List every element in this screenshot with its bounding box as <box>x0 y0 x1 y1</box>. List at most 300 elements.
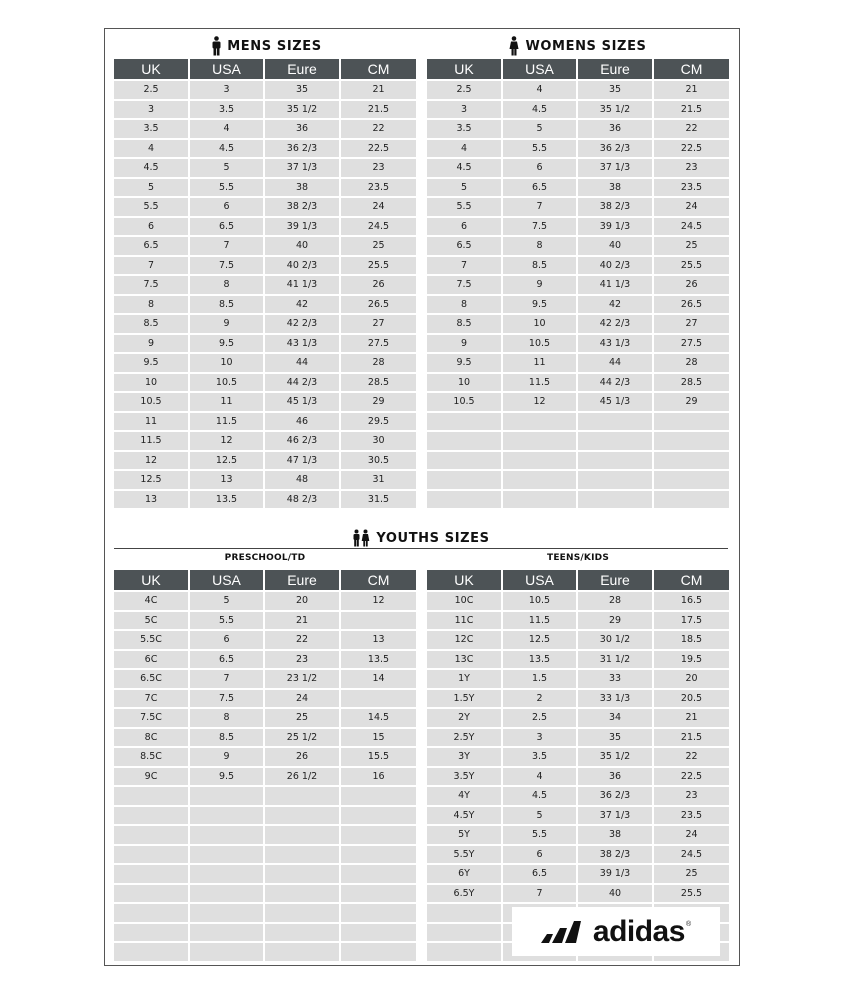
table-cell: 2.5 <box>114 79 190 99</box>
column-header-uk: UK <box>114 59 190 79</box>
table-cell: 28 <box>341 352 416 372</box>
table-row <box>114 255 416 275</box>
table-cell: 8 <box>190 274 265 294</box>
table-cell: 23 <box>654 785 729 805</box>
table-cell: 35 1/2 <box>578 99 654 119</box>
table-row <box>427 727 729 747</box>
table-cell <box>114 785 190 805</box>
table-cell <box>190 941 265 961</box>
table-cell: 7.5 <box>114 274 190 294</box>
table-cell <box>578 411 654 431</box>
table-cell: 9.5 <box>190 333 265 353</box>
table-cell: 10C <box>427 590 503 610</box>
table-cell: 25.5 <box>341 255 416 275</box>
table-cell: 38 2/3 <box>578 844 654 864</box>
column-header-usa: USA <box>190 570 265 590</box>
registered-mark: ® <box>685 921 692 928</box>
table-cell: 8.5 <box>427 313 503 333</box>
table-cell: 23 <box>265 649 341 669</box>
table-cell: 20.5 <box>654 688 729 708</box>
table-cell: 3 <box>114 99 190 119</box>
table-cell <box>503 489 578 509</box>
table-cell: 41 1/3 <box>578 274 654 294</box>
table-cell: 9 <box>190 313 265 333</box>
table-cell: 43 1/3 <box>578 333 654 353</box>
table-row <box>427 844 729 864</box>
youths-title-text: YOUTHS SIZES <box>376 530 490 546</box>
table-row <box>114 590 416 610</box>
table-cell: 13 <box>114 489 190 509</box>
table-cell: 1Y <box>427 668 503 688</box>
table-cell: 3 <box>503 727 578 747</box>
table-cell: 8 <box>427 294 503 314</box>
table-cell: 9.5 <box>503 294 578 314</box>
mens-sizes-title <box>114 36 420 56</box>
table-header-row <box>114 59 416 79</box>
table-row <box>114 216 416 236</box>
table-cell: 4 <box>114 138 190 158</box>
table-cell: 5C <box>114 610 190 630</box>
table-cell: 40 <box>265 235 341 255</box>
table-cell: 4.5 <box>427 157 503 177</box>
table-cell <box>190 902 265 922</box>
table-cell: 6.5Y <box>427 883 503 903</box>
table-cell: 4 <box>503 766 578 786</box>
table-row <box>114 469 416 489</box>
table-cell <box>654 489 729 509</box>
table-cell: 6.5 <box>190 649 265 669</box>
table-cell: 4.5 <box>503 785 578 805</box>
table-cell: 27 <box>341 313 416 333</box>
table-cell: 23 <box>341 157 416 177</box>
table-cell: 22.5 <box>654 766 729 786</box>
table-row <box>427 391 729 411</box>
table-row <box>114 118 416 138</box>
column-header-uk: UK <box>427 59 503 79</box>
table-cell: 29 <box>341 391 416 411</box>
table-cell: 25 <box>265 707 341 727</box>
table-cell: 44 <box>578 352 654 372</box>
table-cell: 47 1/3 <box>265 450 341 470</box>
adidas-logo <box>512 907 720 956</box>
table-cell: 6 <box>190 629 265 649</box>
table-row <box>427 313 729 333</box>
table-row <box>427 196 729 216</box>
table-row <box>114 941 416 961</box>
table-cell: 48 2/3 <box>265 489 341 509</box>
table-cell: 44 <box>265 352 341 372</box>
table-cell: 13.5 <box>503 649 578 669</box>
table-cell: 26 <box>265 746 341 766</box>
table-cell: 7.5 <box>190 255 265 275</box>
table-cell: 45 1/3 <box>578 391 654 411</box>
table-row <box>114 668 416 688</box>
table-cell: 6 <box>190 196 265 216</box>
preschool-subtitle: PRESCHOOL/TD <box>224 553 306 563</box>
table-cell: 4.5 <box>190 138 265 158</box>
column-header-cm: CM <box>654 59 729 79</box>
table-row <box>427 255 729 275</box>
table-cell: 20 <box>654 668 729 688</box>
table-cell: 8.5 <box>190 727 265 747</box>
table-cell <box>341 883 416 903</box>
table-cell <box>114 922 190 942</box>
table-cell: 23 1/2 <box>265 668 341 688</box>
table-row <box>114 746 416 766</box>
table-row <box>427 649 729 669</box>
table-cell: 40 2/3 <box>578 255 654 275</box>
table-row <box>427 79 729 99</box>
table-cell: 7 <box>114 255 190 275</box>
table-cell <box>578 430 654 450</box>
table-cell: 5 <box>114 177 190 197</box>
table-cell: 21 <box>654 79 729 99</box>
table-cell: 5Y <box>427 824 503 844</box>
table-cell: 40 2/3 <box>265 255 341 275</box>
table-cell: 24 <box>265 688 341 708</box>
table-cell: 44 2/3 <box>265 372 341 392</box>
table-cell: 24.5 <box>654 844 729 864</box>
table-cell: 21 <box>654 707 729 727</box>
column-header-eure: Eure <box>265 570 341 590</box>
table-cell: 31.5 <box>341 489 416 509</box>
table-row <box>427 746 729 766</box>
column-header-usa: USA <box>503 59 578 79</box>
table-cell: 3 <box>190 79 265 99</box>
table-cell: 37 1/3 <box>578 805 654 825</box>
table-cell: 22.5 <box>341 138 416 158</box>
table-cell: 11 <box>503 352 578 372</box>
table-cell <box>114 902 190 922</box>
table-cell: 1.5 <box>503 668 578 688</box>
table-cell: 39 1/3 <box>578 216 654 236</box>
table-row <box>427 707 729 727</box>
table-cell: 8 <box>503 235 578 255</box>
table-cell: 38 <box>578 177 654 197</box>
table-cell: 4.5 <box>503 99 578 119</box>
table-cell: 13 <box>190 469 265 489</box>
table-cell: 27.5 <box>341 333 416 353</box>
table-cell: 42 2/3 <box>578 313 654 333</box>
table-cell: 3 <box>427 99 503 119</box>
table-row <box>114 372 416 392</box>
table-cell: 37 1/3 <box>265 157 341 177</box>
table-cell <box>114 824 190 844</box>
man-icon <box>212 36 221 56</box>
table-cell: 35 <box>578 79 654 99</box>
table-cell <box>503 430 578 450</box>
column-header-eure: Eure <box>265 59 341 79</box>
table-header-row <box>427 59 729 79</box>
table-cell <box>427 922 503 942</box>
table-cell: 25 1/2 <box>265 727 341 747</box>
table-cell <box>578 489 654 509</box>
table-cell: 7.5 <box>190 688 265 708</box>
table-row <box>427 469 729 489</box>
table-cell: 15.5 <box>341 746 416 766</box>
table-cell: 5 <box>503 118 578 138</box>
table-cell: 23.5 <box>654 177 729 197</box>
table-cell <box>427 902 503 922</box>
table-cell: 25 <box>341 235 416 255</box>
table-cell: 7 <box>503 196 578 216</box>
table-cell: 10.5 <box>190 372 265 392</box>
table-cell: 6.5 <box>503 177 578 197</box>
table-cell <box>190 805 265 825</box>
table-row <box>427 489 729 509</box>
table-cell: 2Y <box>427 707 503 727</box>
table-row <box>114 863 416 883</box>
table-row <box>114 333 416 353</box>
table-row <box>427 235 729 255</box>
table-row <box>114 688 416 708</box>
table-cell: 7C <box>114 688 190 708</box>
adidas-logo-text: adidas <box>592 914 685 948</box>
table-cell: 40 <box>578 883 654 903</box>
table-cell: 21.5 <box>654 727 729 747</box>
table-cell: 42 <box>578 294 654 314</box>
table-cell: 46 2/3 <box>265 430 341 450</box>
table-cell: 10 <box>114 372 190 392</box>
table-row <box>114 391 416 411</box>
table-cell: 25.5 <box>654 255 729 275</box>
table-cell: 3.5 <box>427 118 503 138</box>
table-cell: 9 <box>503 274 578 294</box>
table-cell: 36 2/3 <box>578 138 654 158</box>
table-cell: 35 <box>578 727 654 747</box>
table-cell: 2.5Y <box>427 727 503 747</box>
table-cell: 36 2/3 <box>265 138 341 158</box>
table-cell <box>265 922 341 942</box>
table-cell: 25 <box>654 235 729 255</box>
table-cell: 9 <box>190 746 265 766</box>
table-cell: 9.5 <box>190 766 265 786</box>
table-cell: 12.5 <box>114 469 190 489</box>
table-cell: 36 2/3 <box>578 785 654 805</box>
table-cell: 16.5 <box>654 590 729 610</box>
table-cell <box>654 469 729 489</box>
table-cell: 31 1/2 <box>578 649 654 669</box>
table-row <box>427 668 729 688</box>
table-cell: 4C <box>114 590 190 610</box>
table-cell: 11.5 <box>503 372 578 392</box>
table-cell: 2.5 <box>503 707 578 727</box>
table-cell: 48 <box>265 469 341 489</box>
table-header-row <box>114 570 416 590</box>
table-cell: 26 1/2 <box>265 766 341 786</box>
table-row <box>427 177 729 197</box>
table-cell: 9 <box>114 333 190 353</box>
table-cell: 30 <box>341 430 416 450</box>
table-row <box>114 766 416 786</box>
table-cell <box>265 941 341 961</box>
table-cell: 23 <box>654 157 729 177</box>
table-row <box>114 785 416 805</box>
table-cell: 42 2/3 <box>265 313 341 333</box>
table-row <box>427 333 729 353</box>
table-cell: 39 1/3 <box>578 863 654 883</box>
table-cell: 8.5C <box>114 746 190 766</box>
table-cell: 17.5 <box>654 610 729 630</box>
table-row <box>114 707 416 727</box>
table-row <box>427 824 729 844</box>
table-cell: 10.5 <box>427 391 503 411</box>
table-cell <box>503 450 578 470</box>
table-cell <box>341 785 416 805</box>
table-cell <box>578 450 654 470</box>
table-row <box>114 138 416 158</box>
table-cell: 12 <box>503 391 578 411</box>
table-cell: 4 <box>427 138 503 158</box>
mens-size-table <box>114 59 416 508</box>
table-cell: 34 <box>578 707 654 727</box>
table-row <box>114 489 416 509</box>
table-row <box>114 99 416 119</box>
table-cell: 9 <box>427 333 503 353</box>
table-row <box>114 727 416 747</box>
column-header-usa: USA <box>190 59 265 79</box>
table-cell: 24.5 <box>654 216 729 236</box>
table-cell: 10.5 <box>114 391 190 411</box>
table-cell: 6 <box>427 216 503 236</box>
table-cell: 29 <box>578 610 654 630</box>
table-cell <box>190 844 265 864</box>
table-row <box>427 610 729 630</box>
table-row <box>114 352 416 372</box>
table-cell: 8C <box>114 727 190 747</box>
table-cell: 6 <box>503 844 578 864</box>
table-row <box>427 590 729 610</box>
column-header-eure: Eure <box>578 59 654 79</box>
table-cell: 3.5Y <box>427 766 503 786</box>
table-cell: 46 <box>265 411 341 431</box>
table-cell: 5 <box>503 805 578 825</box>
table-cell: 14 <box>341 668 416 688</box>
table-cell: 7.5 <box>427 274 503 294</box>
table-cell: 26 <box>654 274 729 294</box>
table-cell: 8.5 <box>190 294 265 314</box>
table-cell <box>114 941 190 961</box>
table-cell: 11 <box>114 411 190 431</box>
table-cell: 3.5 <box>503 746 578 766</box>
table-cell: 38 <box>578 824 654 844</box>
table-cell: 22.5 <box>654 138 729 158</box>
table-cell: 4Y <box>427 785 503 805</box>
table-cell: 28 <box>654 352 729 372</box>
table-cell: 6.5C <box>114 668 190 688</box>
table-cell: 13.5 <box>190 489 265 509</box>
table-row <box>114 79 416 99</box>
table-cell: 26.5 <box>341 294 416 314</box>
table-cell: 10 <box>503 313 578 333</box>
table-cell: 11.5 <box>114 430 190 450</box>
table-cell: 25 <box>654 863 729 883</box>
table-row <box>114 196 416 216</box>
table-row <box>114 805 416 825</box>
table-cell <box>265 785 341 805</box>
table-cell: 7.5 <box>503 216 578 236</box>
column-header-uk: UK <box>427 570 503 590</box>
table-cell: 28.5 <box>341 372 416 392</box>
table-cell <box>578 469 654 489</box>
table-cell <box>427 430 503 450</box>
column-header-eure: Eure <box>578 570 654 590</box>
table-cell: 11.5 <box>190 411 265 431</box>
table-cell: 15 <box>341 727 416 747</box>
preschool-size-table <box>114 570 416 961</box>
table-row <box>114 902 416 922</box>
table-cell: 21 <box>265 610 341 630</box>
table-cell: 31 <box>341 469 416 489</box>
table-row <box>427 372 729 392</box>
table-cell <box>427 450 503 470</box>
table-cell: 29.5 <box>341 411 416 431</box>
table-row <box>427 629 729 649</box>
table-cell: 5.5Y <box>427 844 503 864</box>
table-cell: 3.5 <box>190 99 265 119</box>
table-cell: 12C <box>427 629 503 649</box>
table-cell: 18.5 <box>654 629 729 649</box>
youths-sizes-title <box>114 528 728 548</box>
table-row <box>114 610 416 630</box>
table-row <box>114 235 416 255</box>
column-header-uk: UK <box>114 570 190 590</box>
table-cell: 11C <box>427 610 503 630</box>
table-cell <box>265 902 341 922</box>
table-cell: 6.5 <box>114 235 190 255</box>
table-row <box>114 274 416 294</box>
table-row <box>114 313 416 333</box>
table-cell: 29 <box>654 391 729 411</box>
table-cell: 4.5 <box>114 157 190 177</box>
table-row <box>427 805 729 825</box>
table-cell: 38 2/3 <box>265 196 341 216</box>
table-cell: 36 <box>578 118 654 138</box>
table-cell: 7 <box>427 255 503 275</box>
table-cell: 40 <box>578 235 654 255</box>
table-row <box>114 844 416 864</box>
table-cell: 7 <box>190 235 265 255</box>
table-row <box>114 824 416 844</box>
table-cell <box>341 863 416 883</box>
table-cell: 45 1/3 <box>265 391 341 411</box>
table-cell <box>190 883 265 903</box>
table-cell: 26.5 <box>654 294 729 314</box>
teens-subtitle: TEENS/KIDS <box>546 553 609 563</box>
table-cell <box>654 430 729 450</box>
table-row <box>427 450 729 470</box>
table-cell: 8.5 <box>114 313 190 333</box>
table-cell: 28.5 <box>654 372 729 392</box>
table-cell <box>341 805 416 825</box>
table-cell: 5 <box>190 590 265 610</box>
table-cell <box>190 922 265 942</box>
table-cell: 28 <box>578 590 654 610</box>
table-cell: 6Y <box>427 863 503 883</box>
table-cell: 2 <box>503 688 578 708</box>
table-cell <box>341 922 416 942</box>
table-cell <box>427 469 503 489</box>
table-row <box>114 177 416 197</box>
table-cell <box>341 610 416 630</box>
table-cell <box>190 824 265 844</box>
table-cell: 5.5 <box>503 824 578 844</box>
table-cell: 43 1/3 <box>265 333 341 353</box>
table-cell <box>654 450 729 470</box>
table-cell: 5.5 <box>114 196 190 216</box>
table-row <box>427 785 729 805</box>
table-cell <box>114 805 190 825</box>
